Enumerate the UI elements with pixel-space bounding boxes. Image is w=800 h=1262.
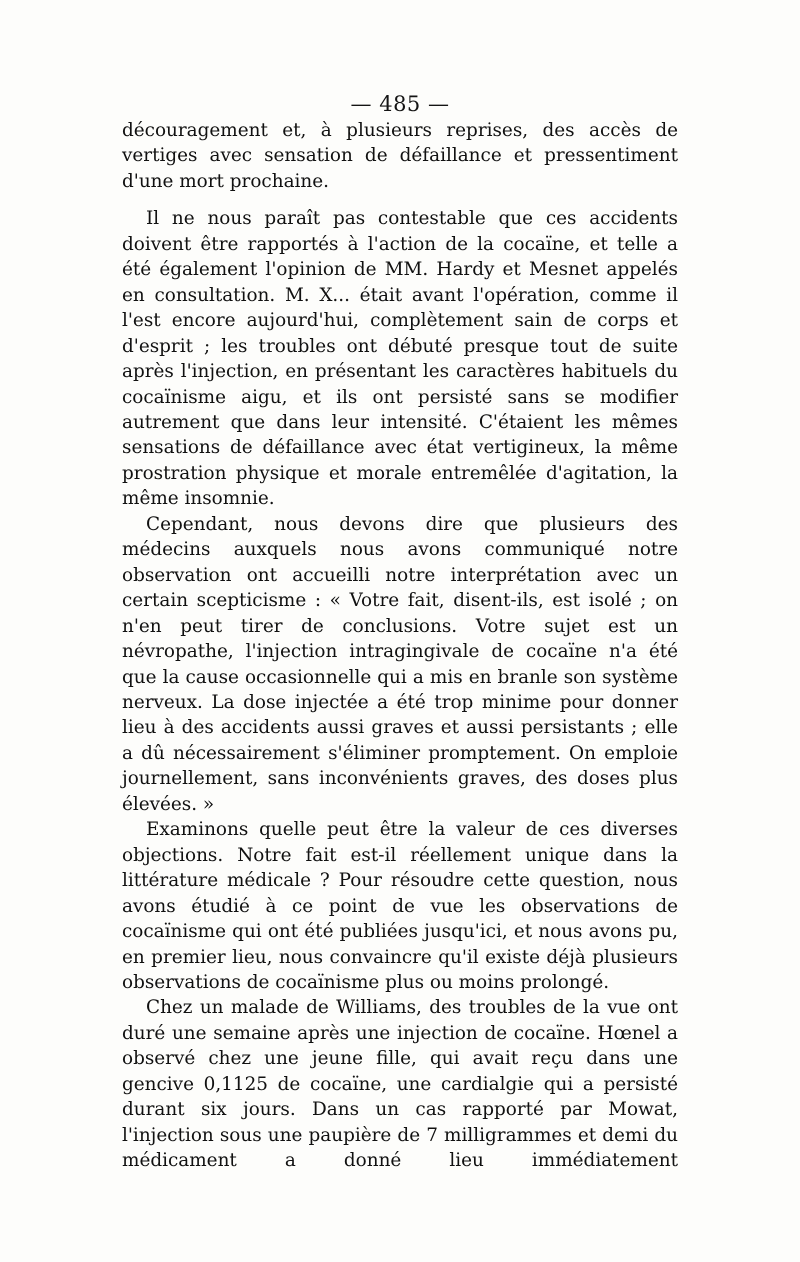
body-text xyxy=(122,118,678,1174)
paragraph-objections: Examinons quelle peut être la valeur de ces diverses objections. Notre fait est-il réellement unique dans la littérature médicale ? Pour résoudre cette question, nous avons étudié à ce point de vue les observations de cocaïnisme qui ont été publiées jusqu'ici, et nous avons pu, en premier lieu, nous convaincre qu'il existe déjà plusieurs observations de cocaïnisme plus ou moins prolongé. xyxy=(122,819,678,993)
paragraph-skepticism: Cependant, nous devons dire que plusieurs des médecins auxquels nous avons communiqué notre observation ont accueilli notre interprétation avec un certain scepticisme : « Votre fait, disent-ils, est isolé ; on n'en peut tirer de conclusions. Votre sujet est un névropathe, l'injection intragingivale de cocaïne n'a été que la cause occasionnelle qui a mis en branle son système nerveux. La dose injectée a été trop minime pour donner lieu à des accidents aussi graves et aussi persistants ; elle a dû nécessairement s'éliminer promptement. On emploie journellement, sans inconvénients graves, des doses plus élevées. » xyxy=(122,513,678,815)
paragraph-prior-observations: Chez un malade de Williams, des troubles de la vue ont duré une semaine après une injection de cocaïne. Hœnel a observé chez une jeune fille, qui avait reçu dans une gencive 0,1125 de cocaïne, une cardialgie qui a persisté durant six jours. Dans un cas rapporté par Mowat, l'injection sous une paupière de 7 milligrammes et demi du médicament a donné lieu immédiatement xyxy=(122,997,678,1172)
paragraph-cocaine-accidents: Il ne nous paraît pas contestable que ces accidents doivent être rapportés à l'action de la cocaïne, et telle a été également l'opinion de MM. Hardy et Mesnet appelés en consultation. M. X... était avant l'opération, comme il l'est encore aujourd'hui, complètement sain de corps et d'esprit ; les troubles ont débuté presque tout de suite après l'injection, en présentant les caractères habituels du cocaïnisme aigu, et ils ont persisté sans se modifier autrement que dans leur intensité. C'étaient les mêmes sensations de défaillance avec état vertigineux, la même prostration physique et morale entremêlée d'agitation, la même insomnie. xyxy=(122,208,678,510)
page-number: — 485 — xyxy=(350,92,450,116)
paragraph-continuation: découragement et, à plusieurs reprises, des accès de vertiges avec sensation de défaillance et pressentiment d'une mort prochaine. xyxy=(122,120,678,192)
